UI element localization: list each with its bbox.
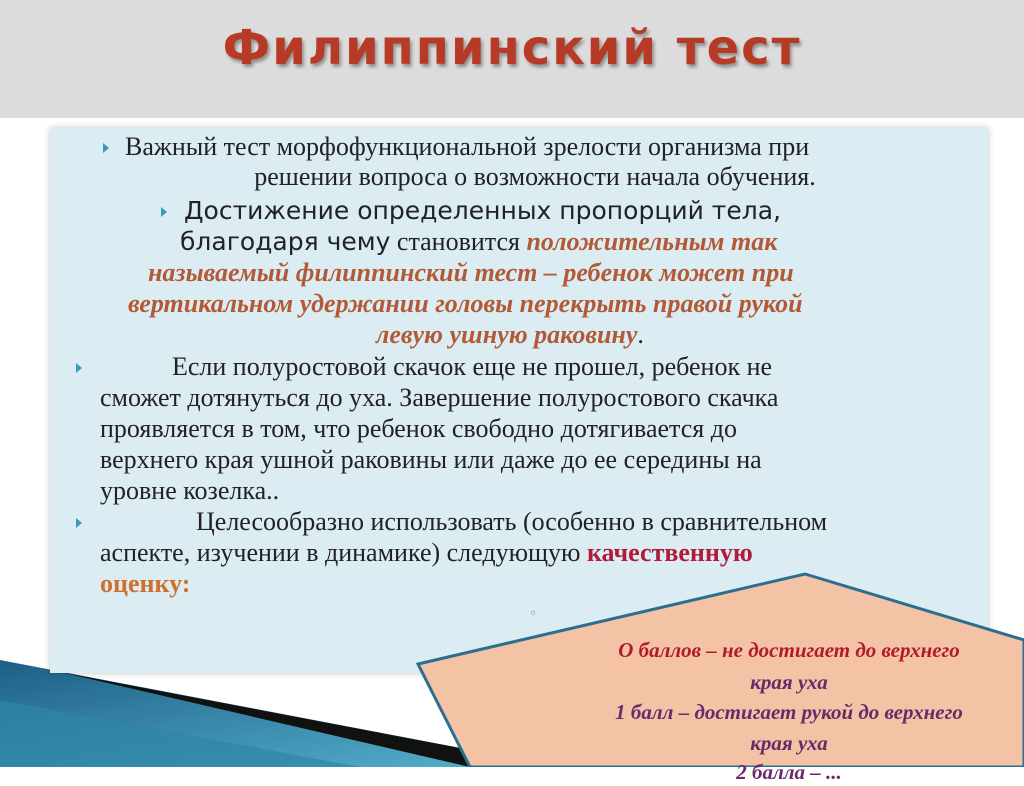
- bullet-2-end: .: [637, 320, 644, 349]
- small-circle-marker: ◦: [529, 606, 538, 622]
- bullet-3-line-5: уровне козелка..: [100, 476, 280, 505]
- bullet-2-lead: благодаря чему: [180, 227, 391, 256]
- bullet-3-line-3: проявляется в том, что ребенок свободно дотягивается до: [100, 414, 737, 443]
- score-line-5: 2 балла – ...: [736, 760, 842, 784]
- bullet-4-emphasis-2: оценку: [100, 569, 182, 598]
- bullet-1-line-2: решении вопроса о возможности начала обучения.: [254, 162, 816, 191]
- bullet-4-line-1: Целесообразно использовать (особенно в сравнительном: [196, 507, 828, 536]
- bullet-2-emphasis-2: левую ушную раковину: [376, 320, 638, 349]
- bullet-1-line-1: Важный тест морфофункциональной зрелости организма при: [125, 132, 810, 161]
- score-line-3: 1 балл – достигает рукой до верхнего: [615, 700, 963, 724]
- score-line-1: О баллов – не достигает до верхнего: [618, 638, 960, 662]
- bullet-4-plain: аспекте, изучении в динамике) следующую: [100, 538, 587, 567]
- bullet-2-plain: становится: [390, 227, 527, 256]
- score-line-4: края уха: [750, 731, 828, 755]
- bullet-4-end: :: [181, 569, 191, 598]
- score-line-2: края уха: [750, 670, 828, 694]
- bullet-3-line-4: верхнего края ушной раковины или даже до ее середины на: [100, 445, 762, 474]
- bullet-3-line-2: сможет дотянуться до уха. Завершение полуростового скачка: [100, 383, 779, 412]
- bullet-3-line-1: Если полуростовой скачок еще не прошел, ребенок не: [172, 352, 773, 381]
- bullet-2-line-1: Достижение определенных пропорций тела,: [184, 196, 781, 225]
- bullet-2-emphasis-1: положительным так: [526, 227, 778, 256]
- bullet-2-line-3: называемый филиппинский тест – ребенок может при: [148, 258, 794, 287]
- bullet-2-line-4: вертикальном удержании головы перекрыть правой рукой: [128, 289, 803, 318]
- bullet-4-emphasis-1: качественную: [586, 538, 753, 567]
- slide-title: Филиппинский тест: [222, 20, 802, 76]
